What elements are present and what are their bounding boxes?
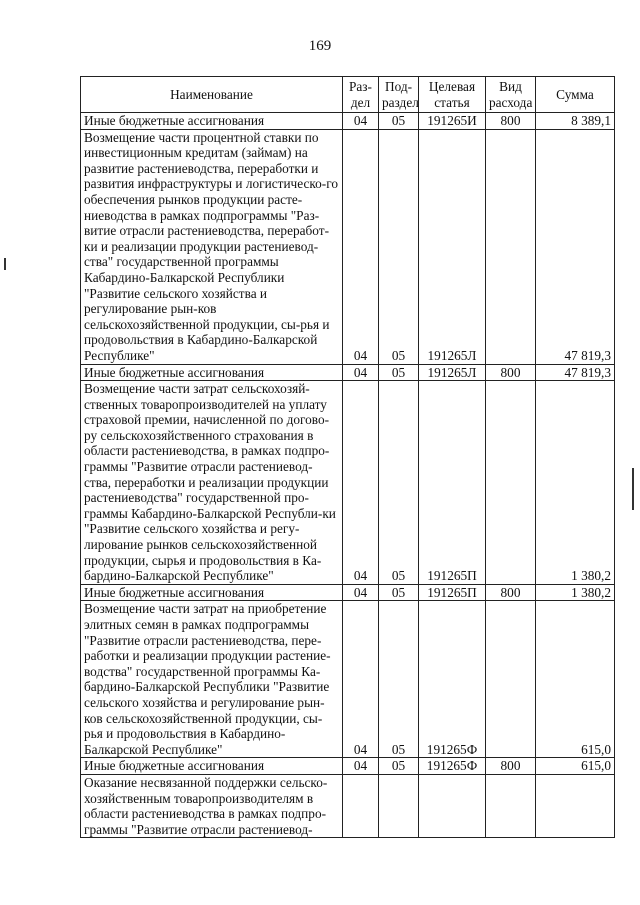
row-razdel	[343, 774, 379, 837]
row-name: Иные бюджетные ассигнования	[81, 584, 343, 601]
row-razdel: 04	[343, 601, 379, 758]
row-summa: 1 380,2	[536, 584, 615, 601]
row-razdel: 04	[343, 381, 379, 585]
row-razdel: 04	[343, 129, 379, 364]
row-summa	[536, 774, 615, 837]
row-summa: 615,0	[536, 601, 615, 758]
row-vid	[486, 601, 536, 758]
row-vid	[486, 774, 536, 837]
row-podrazdel: 05	[379, 758, 419, 775]
row-summa: 615,0	[536, 758, 615, 775]
row-podrazdel: 05	[379, 601, 419, 758]
row-vid: 800	[486, 364, 536, 381]
page-number: 169	[308, 38, 332, 54]
header-razdel: Раз- дел	[343, 77, 379, 113]
row-celevaya: 191265И	[419, 113, 486, 130]
row-vid: 800	[486, 113, 536, 130]
row-summa: 1 380,2	[536, 381, 615, 585]
table-row	[81, 381, 615, 585]
table-row	[81, 364, 615, 381]
header-name: Наименование	[81, 77, 343, 113]
table-header	[81, 77, 615, 113]
table-row	[81, 774, 615, 837]
row-name: Возмещение части затрат сельскохозяй-ственных товаропроизводителей на уплату страховой премии, начисленной по догово-ру сельскохозяйственного страхования в области растениеводства, в рамках подпро-граммы "Развитие отрасли растениевод-ства, переработки и реализации продукции растениеводства" государственной про-граммы Кабардино-Балкарской Республи-ки "Развитие сельского хозяйства и регу-лирование рынков сельскохозяйственной продукции, сырья и продовольствия в Ка-бардино-Балкарской Республике"	[81, 381, 343, 585]
row-celevaya: 191265Л	[419, 364, 486, 381]
row-celevaya: 191265П	[419, 381, 486, 585]
row-vid	[486, 129, 536, 364]
row-summa: 47 819,3	[536, 129, 615, 364]
table-row	[81, 601, 615, 758]
row-celevaya: 191265Ф	[419, 601, 486, 758]
row-name: Иные бюджетные ассигнования	[81, 364, 343, 381]
row-celevaya: 191265П	[419, 584, 486, 601]
table-row	[81, 758, 615, 775]
row-celevaya: 191265Ф	[419, 758, 486, 775]
budget-table	[80, 76, 615, 838]
row-podrazdel: 05	[379, 113, 419, 130]
table-row	[81, 129, 615, 364]
row-vid: 800	[486, 758, 536, 775]
row-razdel: 04	[343, 113, 379, 130]
row-celevaya	[419, 774, 486, 837]
row-summa: 8 389,1	[536, 113, 615, 130]
header-vid-rashoda: Вид расхода	[486, 77, 536, 113]
row-razdel: 04	[343, 758, 379, 775]
row-razdel: 04	[343, 364, 379, 381]
row-podrazdel	[379, 774, 419, 837]
table-row	[81, 584, 615, 601]
row-name: Иные бюджетные ассигнования	[81, 113, 343, 130]
header-celevaya-statya: Целевая статья	[419, 77, 486, 113]
row-name: Оказание несвязанной поддержки сельско-хозяйственным товаропроизводителям в области растениеводства в рамках подпро-граммы "Развитие отрасли растениевод-	[81, 774, 343, 837]
row-name: Возмещение части затрат на приобретение элитных семян в рамках подпрограммы "Развитие отрасли растениеводства, пере-работки и реализации продукции растение-водства" государственной программы Ка-бардино-Балкарской Республики "Развитие сельского хозяйства и регулирование рын-ков сельскохозяйственной продукции, сы-рья и продовольствия в Кабардино-Балкарской Республике"	[81, 601, 343, 758]
header-summa: Сумма	[536, 77, 615, 113]
row-podrazdel: 05	[379, 129, 419, 364]
row-name: Возмещение части процентной ставки по инвестиционным кредитам (займам) на развитие растениеводства, переработки и развития инфраструктуры и логистическо-го обеспечения рынков продукции расте-ниеводства в рамках подпрограммы "Раз-витие отрасли растениеводства, переработ-ки и реализации продукции растениевод-ства" государственной программы Кабардино-Балкарской Республики "Развитие сельского хозяйства и регулирование рын-ков сельскохозяйственной продукции, сы-рья и продовольствия в Кабардино-Балкарской Республике"	[81, 129, 343, 364]
header-podrazdel: Под- раздел	[379, 77, 419, 113]
scan-margin-mark	[632, 468, 634, 510]
row-vid	[486, 381, 536, 585]
row-razdel: 04	[343, 584, 379, 601]
scan-margin-mark	[4, 258, 6, 270]
row-podrazdel: 05	[379, 364, 419, 381]
row-summa: 47 819,3	[536, 364, 615, 381]
row-vid: 800	[486, 584, 536, 601]
row-podrazdel: 05	[379, 381, 419, 585]
row-podrazdel: 05	[379, 584, 419, 601]
table-row	[81, 113, 615, 130]
row-name: Иные бюджетные ассигнования	[81, 758, 343, 775]
row-celevaya: 191265Л	[419, 129, 486, 364]
